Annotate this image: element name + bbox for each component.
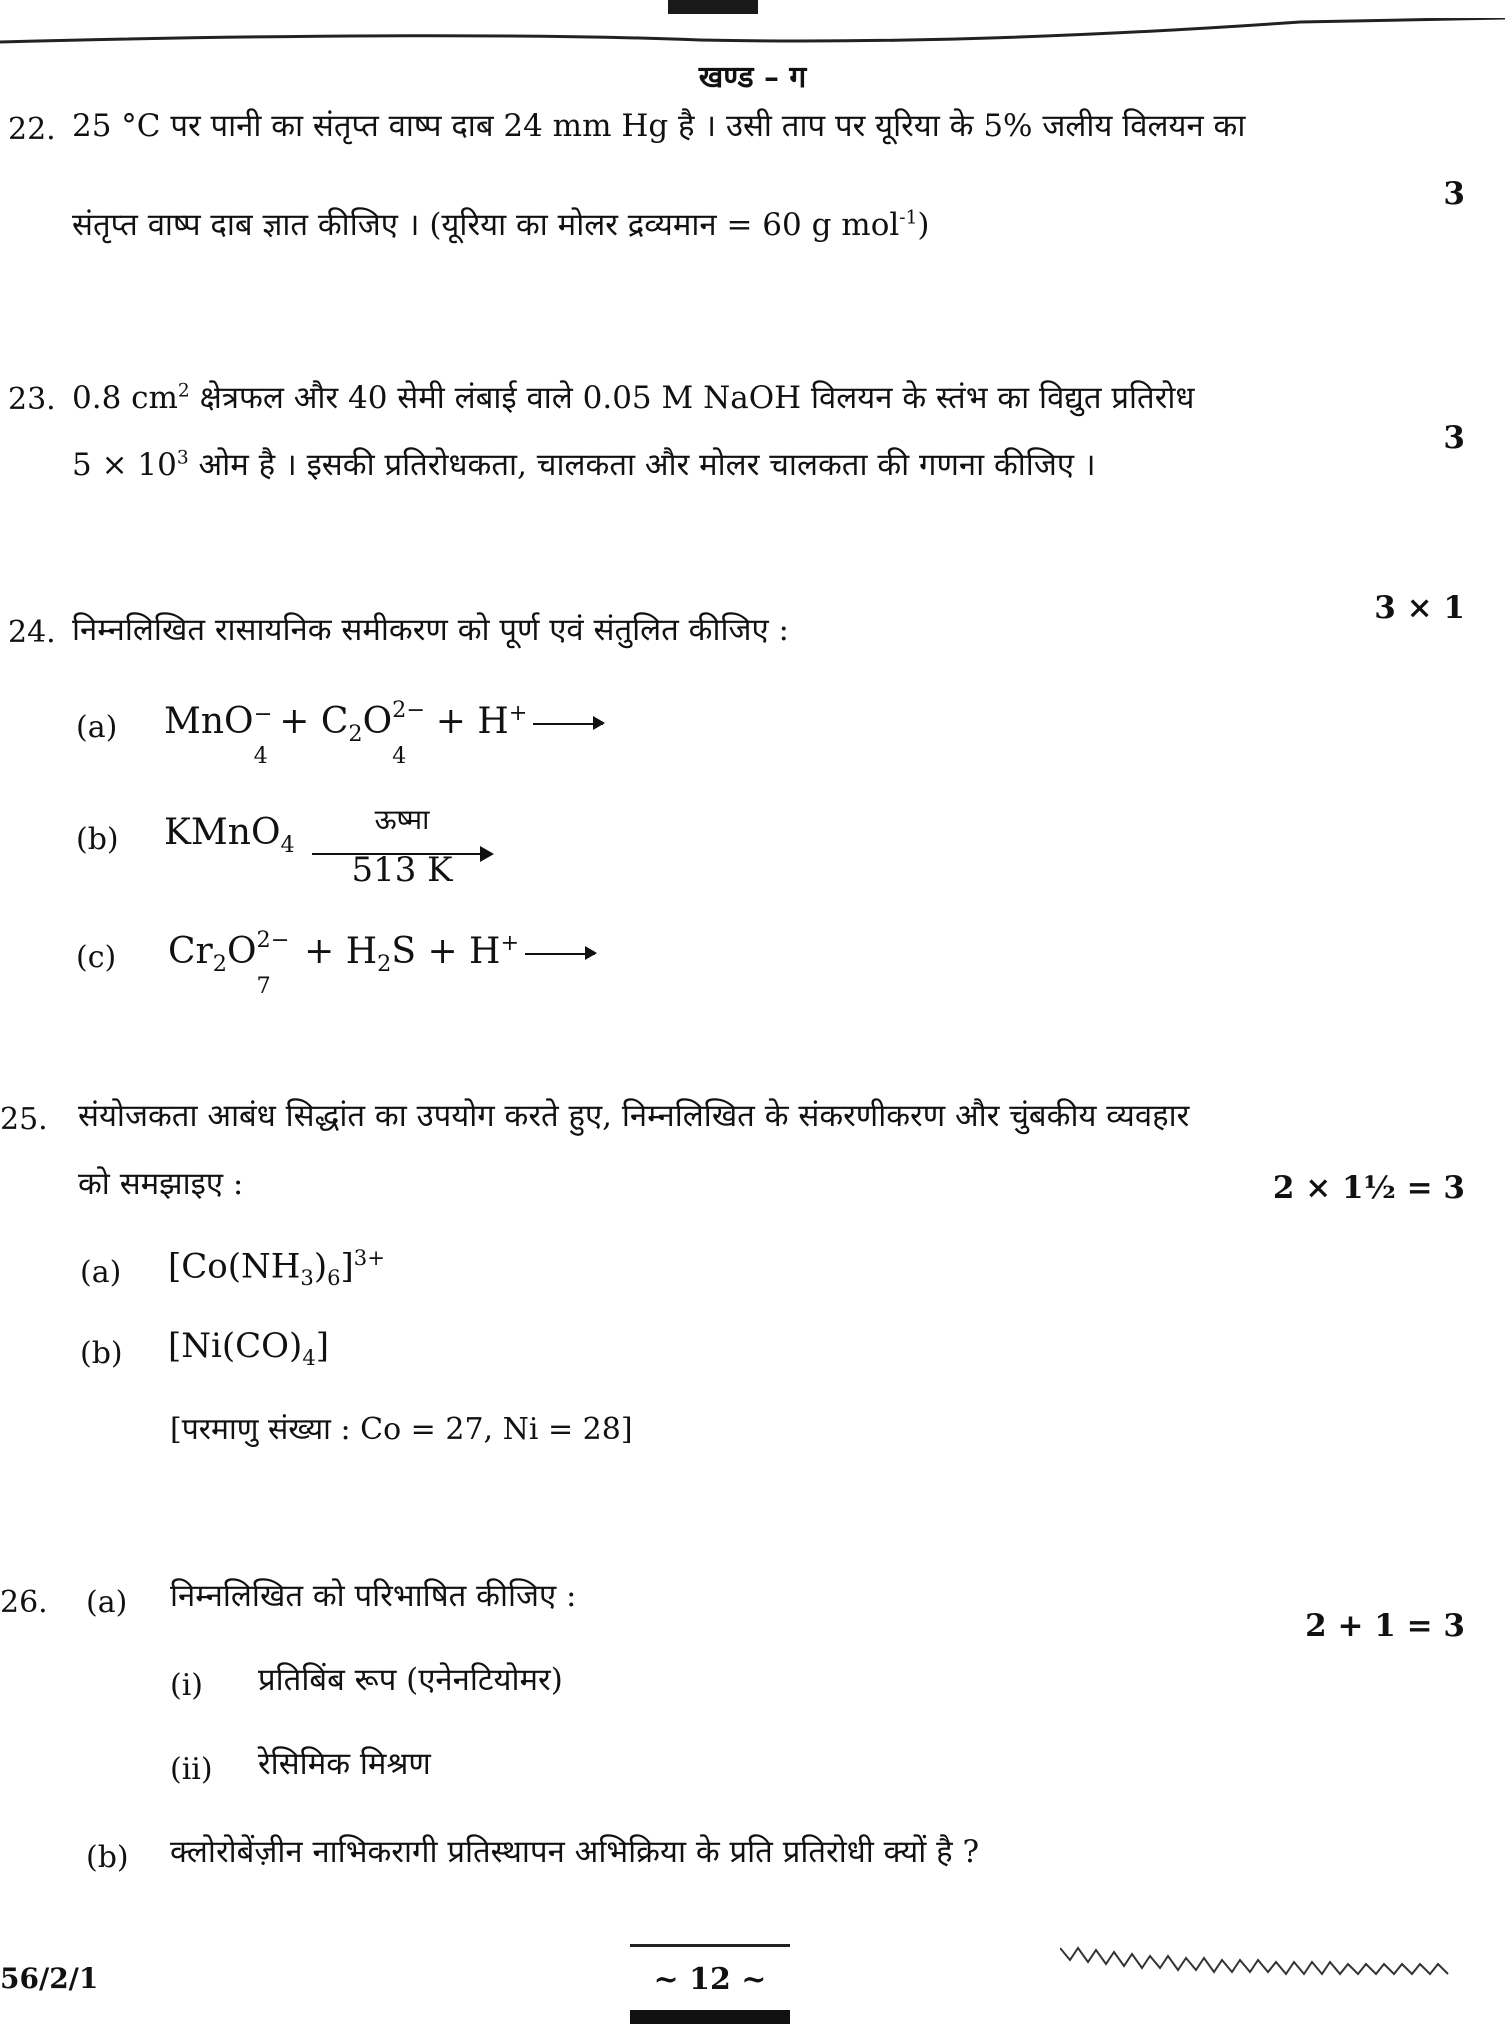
question-22-marks: 3 xyxy=(1443,176,1465,212)
q25-part-a-label: (a) xyxy=(80,1255,122,1290)
q25-part-b-label: (b) xyxy=(80,1336,123,1371)
question-number-23: 23. xyxy=(8,382,56,417)
question-25-marks: 2 × 1½ = 3 xyxy=(1272,1170,1465,1206)
question-22-line-1: 25 °C पर पानी का संतृप्त वाष्प दाब 24 mm Hg है । उसी ताप पर यूरिया के 5% जलीय विलयन का xyxy=(72,108,1246,144)
eq-c-sub-2: 7 xyxy=(256,973,271,1000)
q23-resistance-value: 5 × 10 xyxy=(72,447,177,483)
reaction-arrow-icon xyxy=(525,953,595,955)
question-26-marks: 2 + 1 = 3 xyxy=(1305,1608,1465,1644)
q22-line2-text: संतृप्त वाष्प दाब ज्ञात कीजिए । (यूरिया का मोलर द्रव्यमान = 60 g mol xyxy=(72,207,900,243)
formula-b-part2: ] xyxy=(315,1326,329,1366)
reaction-arrow-icon xyxy=(533,723,603,725)
question-24-stem: निम्नलिखित रासायनिक समीकरण को पूर्ण एवं संतुलित कीजिए : xyxy=(72,612,789,648)
formula-a-part1: [Co(NH xyxy=(168,1246,301,1287)
q24-part-a-label: (a) xyxy=(76,710,118,745)
q23-line1-rest: क्षेत्रफल और 40 सेमी लंबाई वाले 0.05 M NaOH विलयन के स्तंभ का विद्युत प्रतिरोध xyxy=(189,380,1195,416)
question-number-24: 24. xyxy=(8,615,56,650)
eq-a-charge-4: + xyxy=(508,700,528,726)
page-number-top-rule xyxy=(630,1944,790,1947)
q25-part-b-formula xyxy=(168,1326,329,1370)
eq-a-sub-1: 4 xyxy=(253,743,268,770)
q26-part-b-text: क्लोरोबेंज़ीन नाभिकरागी प्रतिस्थापन अभिक्रिया के प्रति प्रतिरोधी क्यों है ? xyxy=(170,1834,980,1870)
q26-part-b-label: (b) xyxy=(86,1840,129,1875)
q24-part-c-label: (c) xyxy=(76,940,117,975)
question-24-marks: 3 × 1 xyxy=(1374,590,1465,626)
eq-c-o: O xyxy=(226,931,257,972)
question-23-marks: 3 xyxy=(1443,420,1465,456)
eq-a-charge-1: − xyxy=(253,701,273,727)
q26-part-a-label: (a) xyxy=(86,1585,128,1620)
eq-c-h: + H xyxy=(292,931,378,972)
page-number: ~ 12 ~ xyxy=(653,1962,767,1997)
page-number-bottom-bar xyxy=(630,2010,790,2024)
eq-a-sub-2: 2 xyxy=(348,721,363,748)
q24-part-b-above-arrow: ऊष्मा xyxy=(374,803,430,836)
q26-item-i-label: (i) xyxy=(170,1668,204,1703)
question-number-22: 22. xyxy=(8,112,56,147)
question-23-line-2 xyxy=(72,445,1096,485)
decorative-zigzag-icon xyxy=(1060,1940,1480,1980)
q24-part-a-equation xyxy=(164,697,603,770)
q23-area-value: 0.8 cm xyxy=(72,380,178,416)
q24-part-b-below-arrow: 513 K xyxy=(351,850,453,890)
eq-a-c: + C xyxy=(267,701,349,742)
eq-c-charge-4: + xyxy=(500,930,520,956)
formula-a-charge: 3+ xyxy=(353,1245,385,1270)
q26-part-a-stem: निम्नलिखित को परिभाषित कीजिए : xyxy=(170,1578,577,1614)
eq-c-charge-2: 2− xyxy=(256,927,290,953)
eq-c-cr: Cr xyxy=(168,931,213,972)
q25-atomic-number-note: [परमाणु संख्या : Co = 27, Ni = 28] xyxy=(170,1412,633,1447)
q22-exponent: -1 xyxy=(899,207,918,229)
question-25-line-1: संयोजकता आबंध सिद्धांत का उपयोग करते हुए, निम्नलिखित के संकरणीकरण और चुंबकीय व्यवहार xyxy=(78,1098,1190,1134)
q24-part-b-equation xyxy=(164,812,295,858)
q24-part-c-equation xyxy=(168,927,595,1000)
question-22-line-2 xyxy=(72,205,930,245)
formula-b-sub1: 4 xyxy=(302,1344,316,1370)
q23-line2-rest: ओम है । इसकी प्रतिरोधकता, चालकता और मोलर चालकता की गणना कीजिए । xyxy=(188,447,1096,483)
paper-code: 56/2/1 xyxy=(0,1962,99,1995)
formula-a-sub2: 6 xyxy=(327,1265,341,1291)
q26-item-ii-text: रेसिमिक मिश्रण xyxy=(258,1746,431,1782)
eq-a-sub-3: 4 xyxy=(392,743,407,770)
formula-a-sub1: 3 xyxy=(300,1265,314,1291)
q23-resistance-exponent: 3 xyxy=(176,447,189,469)
eq-a-o: O xyxy=(362,701,393,742)
question-number-26: 26. xyxy=(0,1585,48,1620)
q24-part-b-label: (b) xyxy=(76,822,119,857)
q25-part-a-formula xyxy=(168,1245,385,1290)
question-number-25: 25. xyxy=(0,1102,48,1137)
eq-c-s-h: S + H xyxy=(391,931,501,972)
q26-item-ii-label: (ii) xyxy=(170,1752,213,1787)
eq-a-mno: MnO xyxy=(164,701,254,742)
question-25-line-2: को समझाइए : xyxy=(78,1166,244,1202)
eq-c-sub-3: 2 xyxy=(377,951,392,978)
eq-a-charge-3: 2− xyxy=(392,697,425,723)
eq-a-h: + H xyxy=(424,701,509,742)
q26-item-i-text: प्रतिबिंब रूप (एनेनटियोमर) xyxy=(258,1662,563,1698)
formula-b-part1: [Ni(CO) xyxy=(168,1326,303,1366)
question-23-line-1 xyxy=(72,378,1194,418)
q22-close-paren: ) xyxy=(917,207,930,243)
header-curved-rule xyxy=(0,18,1505,48)
formula-a-part2: ) xyxy=(313,1246,328,1287)
eq-b-sub-1: 4 xyxy=(280,832,295,859)
section-heading: खण्ड – ग xyxy=(698,60,807,95)
header-stamp-mark xyxy=(668,0,758,14)
q23-area-exponent: 2 xyxy=(177,380,190,402)
formula-a-part3: ] xyxy=(340,1246,354,1287)
eq-c-sub-1: 2 xyxy=(212,951,227,978)
eq-b-kmno: KMnO xyxy=(164,812,281,853)
